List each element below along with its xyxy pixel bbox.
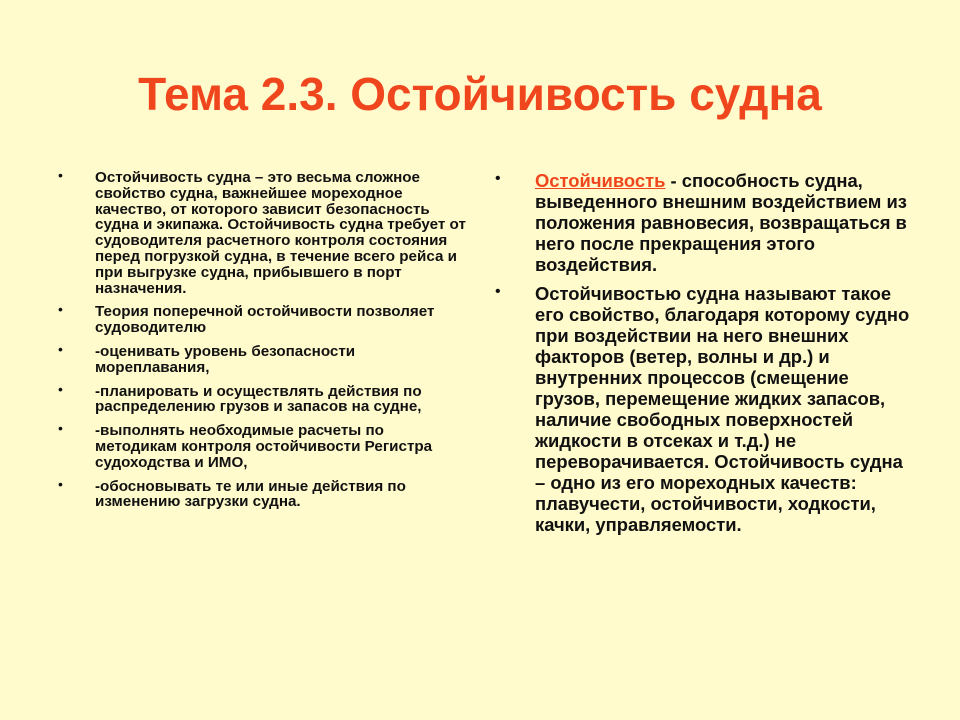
list-item-text: -планировать и осуществлять действия по распределению грузов и запасов на судне, xyxy=(95,382,422,416)
list-item-text: -оценивать уровень безопасности мореплавания, xyxy=(95,342,356,376)
bullet-icon: • xyxy=(58,167,63,183)
list-item-text: -обосновывать те или иные действия по изменению загрузки судна. xyxy=(95,477,406,511)
list-item xyxy=(58,475,468,511)
bullet-icon: • xyxy=(58,420,63,437)
list-item xyxy=(58,340,468,376)
list-item xyxy=(58,420,468,471)
list-item-text: Остойчивость судна – это весьма сложное свойство судна, важнейшее мореходное качество, от которого зависит безопасность судна и экипажа. Остойчивость судна требует от судоводителя расчетного контроля состояния перед погрузкой судна, в течение всего рейса и при выгрузке судна, прибывшего в порт назначения. xyxy=(95,169,466,297)
bullet-icon: • xyxy=(58,380,63,397)
right-bullet-list xyxy=(495,170,915,543)
definition-term: Остойчивость xyxy=(535,170,666,191)
bullet-icon: • xyxy=(58,340,63,357)
list-item xyxy=(495,283,915,535)
bullet-icon: • xyxy=(495,170,501,187)
list-item xyxy=(495,170,915,275)
list-item-text: -выполнять необходимые расчеты по методикам контроля остойчивости Регистра судоходства и ИМО, xyxy=(95,422,433,471)
bullet-icon: • xyxy=(58,301,63,318)
bullet-icon: • xyxy=(495,283,501,300)
list-item-text: Теория поперечной остойчивости позволяет судоводителю xyxy=(95,303,435,337)
bullet-icon: • xyxy=(58,475,63,492)
list-item xyxy=(58,380,468,416)
list-item xyxy=(58,167,468,297)
list-item-text: - способность судна, выведенного внешним воздействием из положения равновесия, возвращаться в него после прекращения этого воздействия. xyxy=(535,170,907,275)
list-item-text: Остойчивостью судна называют такое его свойство, благодаря которому судно при воздействии на него внешних факторов (ветер, волны и др.) и внутренних процессов (смещение грузов, перемещение жидких запасов, наличие свободных поверхностей жидкости в отсеках и т.д.) не переворачивается. Остойчивость судна – одно из его мореходных качеств: плавучести, остойчивости, ходкости, качки, управляемости. xyxy=(535,283,910,535)
list-item xyxy=(58,301,468,337)
slide-title: Тема 2.3. Остойчивость судна xyxy=(138,68,822,120)
left-bullet-list xyxy=(58,167,468,518)
